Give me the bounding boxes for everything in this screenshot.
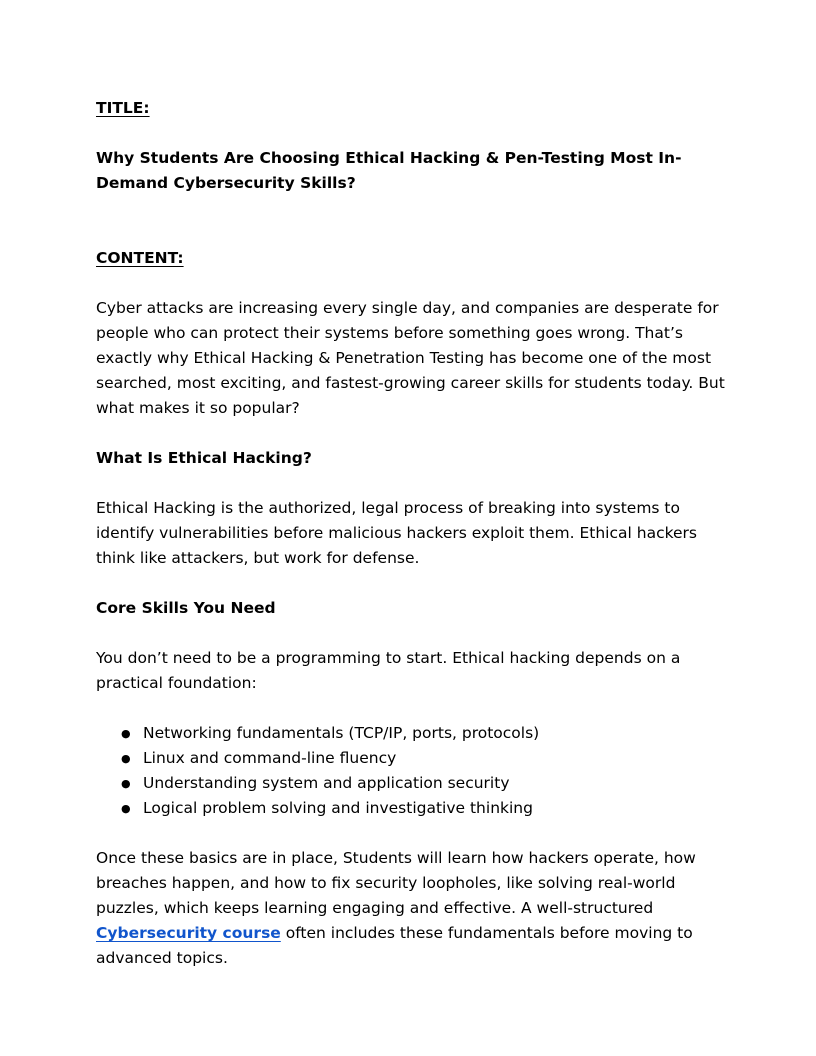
list-item: ● Understanding system and application security — [143, 771, 728, 796]
list-item: ● Networking fundamentals (TCP/IP, ports, protocols) — [143, 721, 728, 746]
skills-list — [96, 721, 728, 821]
closing-paragraph — [96, 846, 728, 971]
list-item: ● Linux and command-line fluency — [143, 746, 728, 771]
section-heading-core-skills: Core Skills You Need — [96, 599, 276, 617]
document-page — [96, 96, 728, 971]
cybersecurity-course-link[interactable]: Cybersecurity course — [96, 924, 281, 942]
title-label: TITLE: — [96, 99, 150, 117]
intro-paragraph: Cyber attacks are increasing every single day, and companies are desperate for people who can protect their systems before something goes wrong. That’s exactly why Ethical Hacking & Penetration Testing has become one of the most searched, most exciting, and fastest-growing career skills for students today. But what makes it so popular? — [96, 299, 725, 417]
content-label: CONTENT: — [96, 249, 184, 267]
article-title: Why Students Are Choosing Ethical Hacking & Pen-Testing Most In-Demand Cybersecurity Skills? — [96, 149, 682, 192]
closing-text-before-link: Once these basics are in place, Students will learn how hackers operate, how breaches happen, and how to fix security loopholes, like solving real-world puzzles, which keeps learning engaging and effective. A well-structured — [96, 849, 696, 917]
closing-text-after-link: often includes these fundamentals before moving to advanced topics. — [96, 924, 693, 967]
ethical-hacking-paragraph: Ethical Hacking is the authorized, legal process of breaking into systems to identify vulnerabilities before malicious hackers exploit them. Ethical hackers think like attackers, but work for defense. — [96, 499, 697, 567]
core-skills-paragraph: You don’t need to be a programming to start. Ethical hacking depends on a practical foundation: — [96, 649, 681, 692]
section-heading-ethical-hacking: What Is Ethical Hacking? — [96, 449, 312, 467]
list-item: ● Logical problem solving and investigative thinking — [143, 796, 728, 821]
